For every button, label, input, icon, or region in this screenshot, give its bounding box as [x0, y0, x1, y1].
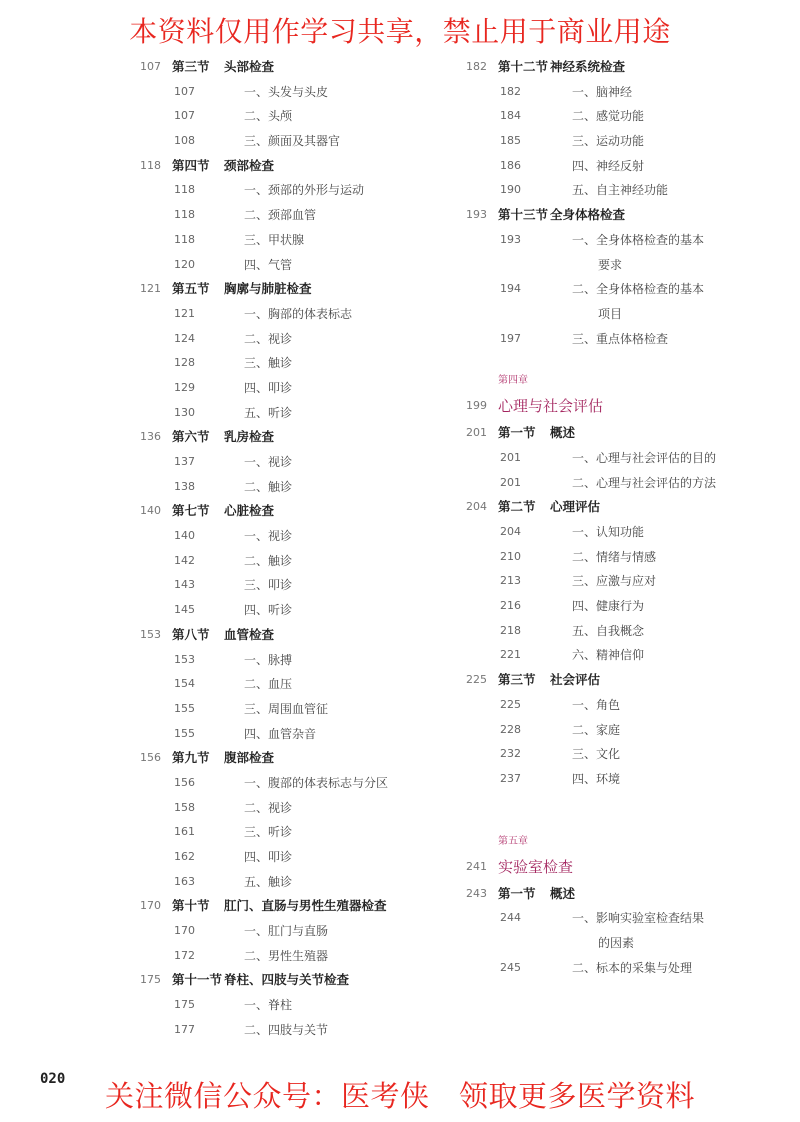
toc-item[interactable] [466, 178, 786, 203]
toc-section-entry[interactable] [466, 421, 786, 446]
section-title: 心脏检查 [224, 503, 275, 519]
page-ref: 213 [500, 574, 521, 588]
toc-section-entry[interactable] [466, 882, 786, 907]
page-ref: 145 [174, 603, 195, 617]
page-ref: 190 [500, 183, 521, 197]
page-number: 020 [40, 1071, 66, 1087]
item-title: 二、情绪与情感 [572, 549, 657, 564]
watermark-banner-bottom: 关注微信公众号：医考侠 领取更多医学资料 [104, 1079, 695, 1113]
toc-item[interactable] [466, 129, 786, 154]
item-title: 三、重点体格检查 [572, 331, 669, 346]
spacer [466, 812, 786, 832]
item-title: 二、家庭 [572, 722, 621, 737]
toc-item[interactable] [140, 870, 470, 895]
toc-item[interactable] [140, 573, 470, 598]
page-ref: 118 [140, 158, 161, 172]
toc-left-column [140, 55, 470, 1043]
toc-item[interactable] [466, 228, 786, 253]
item-title-continued: 的因素 [598, 935, 635, 950]
toc-section-entry[interactable] [140, 154, 470, 179]
page-ref: 201 [500, 450, 521, 464]
toc-section-entry[interactable] [140, 55, 470, 80]
item-title-continued: 项目 [598, 306, 623, 321]
item-title: 三、应激与应对 [572, 574, 657, 589]
item-title: 二、头颅 [244, 109, 293, 124]
item-title: 三、周围血管征 [244, 701, 329, 716]
page-ref: 137 [174, 455, 195, 468]
section-title: 脊柱、四肢与关节检查 [224, 972, 350, 988]
page-ref: 140 [140, 504, 161, 518]
page-ref: 221 [500, 648, 521, 662]
page-ref: 201 [466, 426, 487, 440]
toc-item-continuation [466, 253, 786, 278]
toc-item[interactable] [466, 693, 786, 718]
item-title: 二、男性生殖器 [244, 948, 329, 963]
section-title: 概述 [550, 885, 576, 901]
toc-item[interactable] [140, 1018, 470, 1043]
toc-section-entry[interactable] [140, 425, 470, 450]
toc-item[interactable] [140, 697, 470, 722]
page-ref: 153 [174, 652, 195, 666]
item-title: 一、视诊 [244, 529, 293, 544]
section-title: 颈部检查 [224, 157, 275, 173]
page-ref: 121 [174, 306, 195, 320]
section-number: 第九节 [172, 750, 210, 766]
page-ref: 216 [500, 599, 521, 613]
section-title: 胸廓与肺脏检查 [224, 281, 312, 297]
toc-item-continuation [466, 302, 786, 327]
toc-section-entry[interactable] [140, 894, 470, 919]
item-title: 一、角色 [572, 697, 621, 712]
page-ref: 143 [174, 578, 195, 592]
toc-item[interactable] [466, 742, 786, 767]
watermark-banner-top: 本资料仅用作学习共享，禁止用于商业用途 [129, 15, 671, 48]
toc-item[interactable] [140, 178, 470, 203]
toc-item[interactable] [140, 253, 470, 278]
chapter-label [466, 832, 786, 852]
page-ref: 184 [500, 109, 521, 123]
section-number: 第六节 [172, 429, 210, 445]
page-ref: 142 [174, 553, 195, 567]
item-title: 四、健康行为 [572, 599, 645, 614]
page-ref: 108 [174, 134, 195, 148]
toc-item[interactable] [466, 956, 786, 981]
item-title: 五、听诊 [244, 405, 293, 420]
toc-section-entry[interactable] [466, 668, 786, 693]
toc-item[interactable] [140, 993, 470, 1018]
toc-item[interactable] [466, 718, 786, 743]
toc-item[interactable] [140, 845, 470, 870]
toc-section-entry[interactable] [466, 55, 786, 80]
toc-item[interactable] [466, 277, 786, 302]
item-title-continued: 要求 [598, 257, 623, 272]
item-title: 四、气管 [244, 257, 293, 272]
page-ref: 107 [174, 84, 195, 98]
page-ref: 158 [174, 800, 195, 814]
page-ref: 140 [174, 529, 195, 543]
toc-item[interactable] [140, 104, 470, 129]
section-title: 头部检查 [224, 59, 275, 74]
page-ref: 170 [174, 924, 195, 938]
toc-item[interactable] [140, 475, 470, 500]
item-title: 六、精神信仰 [572, 648, 645, 663]
page-ref: 175 [140, 973, 161, 987]
page-ref: 177 [174, 1022, 195, 1036]
section-title: 腹部检查 [224, 750, 275, 766]
toc-chapter-entry[interactable] [466, 852, 786, 882]
page-ref: 172 [174, 948, 195, 962]
page-ref: 118 [174, 232, 195, 246]
chapter-number: 第四章 [498, 375, 528, 387]
page-ref: 138 [174, 479, 195, 493]
section-number: 第一节 [498, 885, 536, 901]
toc-item[interactable] [466, 767, 786, 792]
page-ref: 156 [140, 751, 161, 765]
item-title: 三、叩诊 [244, 578, 293, 593]
page-ref: 128 [174, 356, 195, 370]
item-title: 二、视诊 [244, 331, 293, 346]
spacer [466, 351, 786, 371]
page-ref: 155 [174, 701, 195, 715]
section-number: 第五节 [172, 281, 210, 297]
toc-item[interactable] [140, 203, 470, 228]
item-title: 一、脉搏 [244, 652, 293, 667]
item-title: 五、自主神经功能 [572, 183, 669, 198]
section-title: 心理评估 [550, 499, 601, 515]
section-number: 第三节 [172, 59, 210, 74]
item-title: 二、颈部血管 [244, 208, 317, 223]
page-ref: 237 [500, 771, 521, 785]
item-title: 三、甲状腺 [244, 232, 305, 247]
page-ref: 218 [500, 623, 521, 637]
page-ref: 193 [466, 208, 487, 222]
toc-item[interactable] [140, 450, 470, 475]
page-ref: 153 [140, 627, 161, 641]
toc-item[interactable] [140, 524, 470, 549]
toc-item[interactable] [140, 80, 470, 105]
toc-section-entry[interactable] [140, 277, 470, 302]
section-number: 第十三节 [498, 207, 549, 223]
item-title: 四、叩诊 [244, 850, 293, 864]
item-title: 四、听诊 [244, 603, 293, 618]
toc-section-entry[interactable] [140, 623, 470, 648]
item-title: 一、颈部的外形与运动 [244, 183, 365, 198]
section-title: 血管检查 [224, 626, 275, 642]
toc-item[interactable] [140, 598, 470, 623]
page-ref: 162 [174, 850, 195, 863]
chapter-label [466, 371, 786, 391]
toc-item[interactable] [140, 722, 470, 747]
page-ref: 201 [500, 475, 521, 489]
section-title: 概述 [550, 425, 576, 441]
section-number: 第四节 [172, 157, 210, 173]
item-title: 一、心理与社会评估的目的 [572, 450, 717, 465]
item-title: 二、四肢与关节 [244, 1022, 329, 1037]
page-ref: 107 [140, 60, 161, 73]
page-ref: 182 [466, 60, 487, 73]
item-title: 三、听诊 [244, 825, 293, 840]
toc-section-entry[interactable] [140, 499, 470, 524]
section-title: 乳房检查 [224, 429, 275, 445]
item-title: 四、叩诊 [244, 380, 293, 395]
toc-item[interactable] [140, 919, 470, 944]
toc-item[interactable] [466, 446, 786, 471]
item-title: 一、认知功能 [572, 525, 645, 539]
item-title: 二、感觉功能 [572, 109, 645, 124]
toc-right-column [466, 55, 786, 980]
item-title: 三、颜面及其器官 [244, 134, 341, 149]
toc-item[interactable] [140, 302, 470, 327]
toc-item[interactable] [140, 672, 470, 697]
toc-item[interactable] [140, 376, 470, 401]
page-ref: 204 [500, 525, 521, 538]
toc-item[interactable] [140, 351, 470, 376]
chapter-number: 第五章 [498, 835, 528, 847]
spacer [466, 792, 786, 812]
toc-item[interactable] [140, 228, 470, 253]
section-number: 第一节 [498, 425, 536, 441]
toc-item[interactable] [140, 327, 470, 352]
toc-item[interactable] [466, 471, 786, 496]
toc-item[interactable] [466, 619, 786, 644]
page-ref: 244 [500, 911, 521, 925]
chapter-title: 实验室检查 [498, 857, 574, 876]
item-title: 一、影响实验室检查结果 [572, 911, 705, 926]
page-ref: 155 [174, 726, 195, 740]
item-title: 三、触诊 [244, 356, 293, 371]
item-title: 一、全身体格检查的基本 [572, 232, 705, 247]
toc-item[interactable] [466, 104, 786, 129]
toc-section-entry[interactable] [140, 968, 470, 993]
toc-item[interactable] [466, 154, 786, 179]
toc-item[interactable] [466, 906, 786, 931]
page-ref: 163 [174, 874, 195, 888]
toc-section-entry[interactable] [140, 746, 470, 771]
page-ref: 243 [466, 886, 487, 900]
page-ref: 193 [500, 232, 521, 246]
page-ref: 156 [174, 775, 195, 789]
page-ref: 107 [174, 109, 195, 123]
toc-item[interactable] [140, 401, 470, 426]
page-ref: 210 [500, 549, 521, 563]
section-number: 第三节 [498, 672, 536, 688]
toc-item[interactable] [466, 545, 786, 570]
page-ref: 228 [500, 722, 521, 736]
section-title: 肛门、直肠与男性生殖器检查 [224, 898, 387, 914]
page-ref: 204 [466, 500, 487, 514]
item-title: 一、脊柱 [244, 998, 293, 1013]
toc-item[interactable] [140, 549, 470, 574]
item-title: 二、触诊 [244, 553, 293, 568]
page-ref: 241 [466, 859, 487, 873]
toc-item[interactable] [140, 820, 470, 845]
toc-section-entry[interactable] [466, 495, 786, 520]
toc-chapter-entry[interactable] [466, 391, 786, 421]
item-title: 二、血压 [244, 677, 293, 692]
toc-item[interactable] [466, 594, 786, 619]
toc-item[interactable] [466, 569, 786, 594]
item-title: 一、腹部的体表标志与分区 [244, 775, 389, 790]
page-ref: 136 [140, 430, 161, 444]
item-title: 四、血管杂音 [244, 726, 317, 741]
page-ref: 154 [174, 677, 195, 691]
page-ref: 130 [174, 405, 195, 419]
section-title: 神经系统检查 [550, 59, 626, 74]
item-title: 五、触诊 [244, 874, 293, 889]
toc-item[interactable] [466, 643, 786, 668]
page-ref: 121 [140, 282, 161, 296]
page-ref: 161 [174, 825, 195, 839]
item-title: 四、神经反射 [572, 158, 645, 173]
item-title: 一、肛门与直肠 [244, 924, 329, 939]
item-title: 一、视诊 [244, 455, 293, 469]
chapter-title: 心理与社会评估 [498, 397, 604, 416]
item-title: 二、心理与社会评估的方法 [572, 475, 717, 490]
page-ref: 124 [174, 331, 195, 345]
toc-item[interactable] [466, 520, 786, 545]
item-title: 一、胸部的体表标志 [244, 306, 353, 321]
toc-item[interactable] [466, 80, 786, 105]
page-ref: 118 [174, 208, 195, 222]
toc-item[interactable] [140, 129, 470, 154]
section-number: 第十一节 [172, 972, 223, 988]
toc-item[interactable] [466, 327, 786, 352]
page-ref: 225 [466, 673, 487, 687]
page-ref: 185 [500, 134, 521, 148]
toc-section-entry[interactable] [466, 203, 786, 228]
page-ref: 129 [174, 380, 195, 394]
item-title: 二、触诊 [244, 479, 293, 494]
page-ref: 182 [500, 84, 521, 98]
page-ref: 197 [500, 331, 521, 345]
toc-item[interactable] [140, 648, 470, 673]
item-title: 五、自我概念 [572, 623, 645, 638]
toc-item-continuation [466, 931, 786, 956]
toc-item[interactable] [140, 944, 470, 969]
toc-item[interactable] [140, 771, 470, 796]
section-number: 第七节 [172, 503, 210, 519]
page-ref: 186 [500, 158, 521, 172]
page-ref: 245 [500, 960, 521, 974]
section-title: 社会评估 [550, 672, 601, 688]
item-title: 一、脑神经 [572, 84, 633, 99]
section-number: 第十节 [172, 898, 210, 914]
page-ref: 194 [500, 282, 521, 296]
item-title: 三、运动功能 [572, 134, 645, 149]
item-title: 二、全身体格检查的基本 [572, 282, 705, 297]
page-ref: 199 [466, 399, 487, 413]
item-title: 四、环境 [572, 771, 621, 786]
page-ref: 170 [140, 899, 161, 913]
section-number: 第八节 [172, 626, 210, 642]
section-number: 第十二节 [498, 59, 549, 74]
toc-item[interactable] [140, 796, 470, 821]
section-number: 第二节 [498, 499, 536, 515]
item-title: 二、视诊 [244, 800, 293, 815]
page-ref: 232 [500, 747, 521, 761]
page-ref: 120 [174, 257, 195, 271]
item-title: 一、头发与头皮 [244, 84, 329, 99]
item-title: 二、标本的采集与处理 [572, 960, 693, 975]
item-title: 三、文化 [572, 747, 621, 762]
section-title: 全身体格检查 [550, 207, 626, 223]
page-ref: 175 [174, 998, 195, 1012]
page-ref: 118 [174, 183, 195, 197]
page-ref: 225 [500, 697, 521, 711]
